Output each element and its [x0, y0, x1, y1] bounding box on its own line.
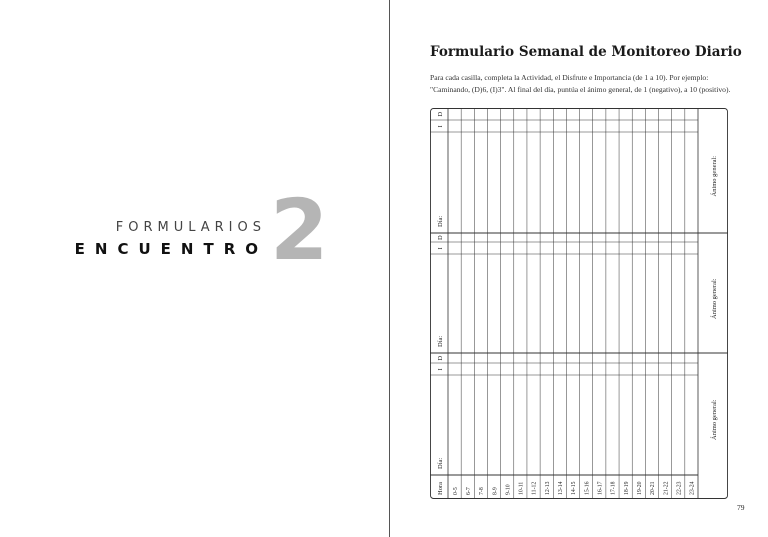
section-label-encuentro: ENCUENTRO — [74, 240, 268, 258]
hour-label: 13-14 — [558, 481, 565, 495]
hour-label: 17-18 — [610, 481, 617, 495]
hour-label: 7-8 — [479, 487, 486, 495]
hour-label: 22-23 — [676, 481, 683, 495]
i-label: I — [437, 125, 444, 128]
hour-label: 15-16 — [584, 481, 591, 495]
hour-label: 12-13 — [544, 481, 551, 495]
hora-label: Hora — [437, 482, 444, 495]
d-label: D — [437, 355, 444, 361]
hour-label: 21-22 — [663, 481, 670, 495]
dia-label: Día: — [437, 215, 444, 227]
grid-frame — [431, 109, 728, 499]
form-instructions: Para cada casilla, completa la Actividad, el Disfrute e Importancia (de 1 a 10). Por ejemplo: "Caminando, (D)6, (I)3". Al final del día, puntúa el ánimo general, de 1 (negativo), a 10 (positivo). — [430, 73, 731, 94]
hour-label: 16-17 — [597, 481, 604, 495]
i-label: I — [437, 247, 444, 250]
d-label: D — [437, 235, 444, 240]
dia-label: Día: — [437, 457, 444, 469]
animo-general-label: Ánimo general: — [711, 399, 718, 440]
hour-label: 18-19 — [623, 481, 630, 495]
hour-label: 8-9 — [492, 487, 499, 495]
section-title-block — [60, 181, 390, 279]
hour-label: 23-24 — [689, 481, 696, 495]
dia-label: Día: — [437, 335, 444, 347]
i-label: I — [437, 368, 444, 371]
hour-label: 9-10 — [505, 484, 512, 495]
page-number: 79 — [737, 503, 745, 512]
hour-label: 20-21 — [650, 481, 657, 495]
animo-general-label: Ánimo general: — [711, 155, 718, 197]
section-label-formularios: FORMULARIOS — [115, 220, 266, 235]
animo-general-label: Ánimo general: — [711, 278, 718, 319]
hour-label: 10-11 — [518, 481, 525, 495]
hour-label: 11-12 — [531, 481, 538, 495]
daily-monitoring-grid — [430, 108, 728, 499]
right-page — [390, 0, 768, 537]
form-title: Formulario Semanal de Monitoreo Diario — [430, 44, 742, 60]
section-number: 2 — [270, 181, 329, 279]
d-label: D — [437, 111, 444, 117]
hour-label: 14-15 — [571, 481, 578, 495]
hour-label: 0-5 — [452, 487, 459, 495]
hour-label: 19-20 — [636, 481, 643, 495]
hour-label: 6-7 — [465, 487, 472, 495]
